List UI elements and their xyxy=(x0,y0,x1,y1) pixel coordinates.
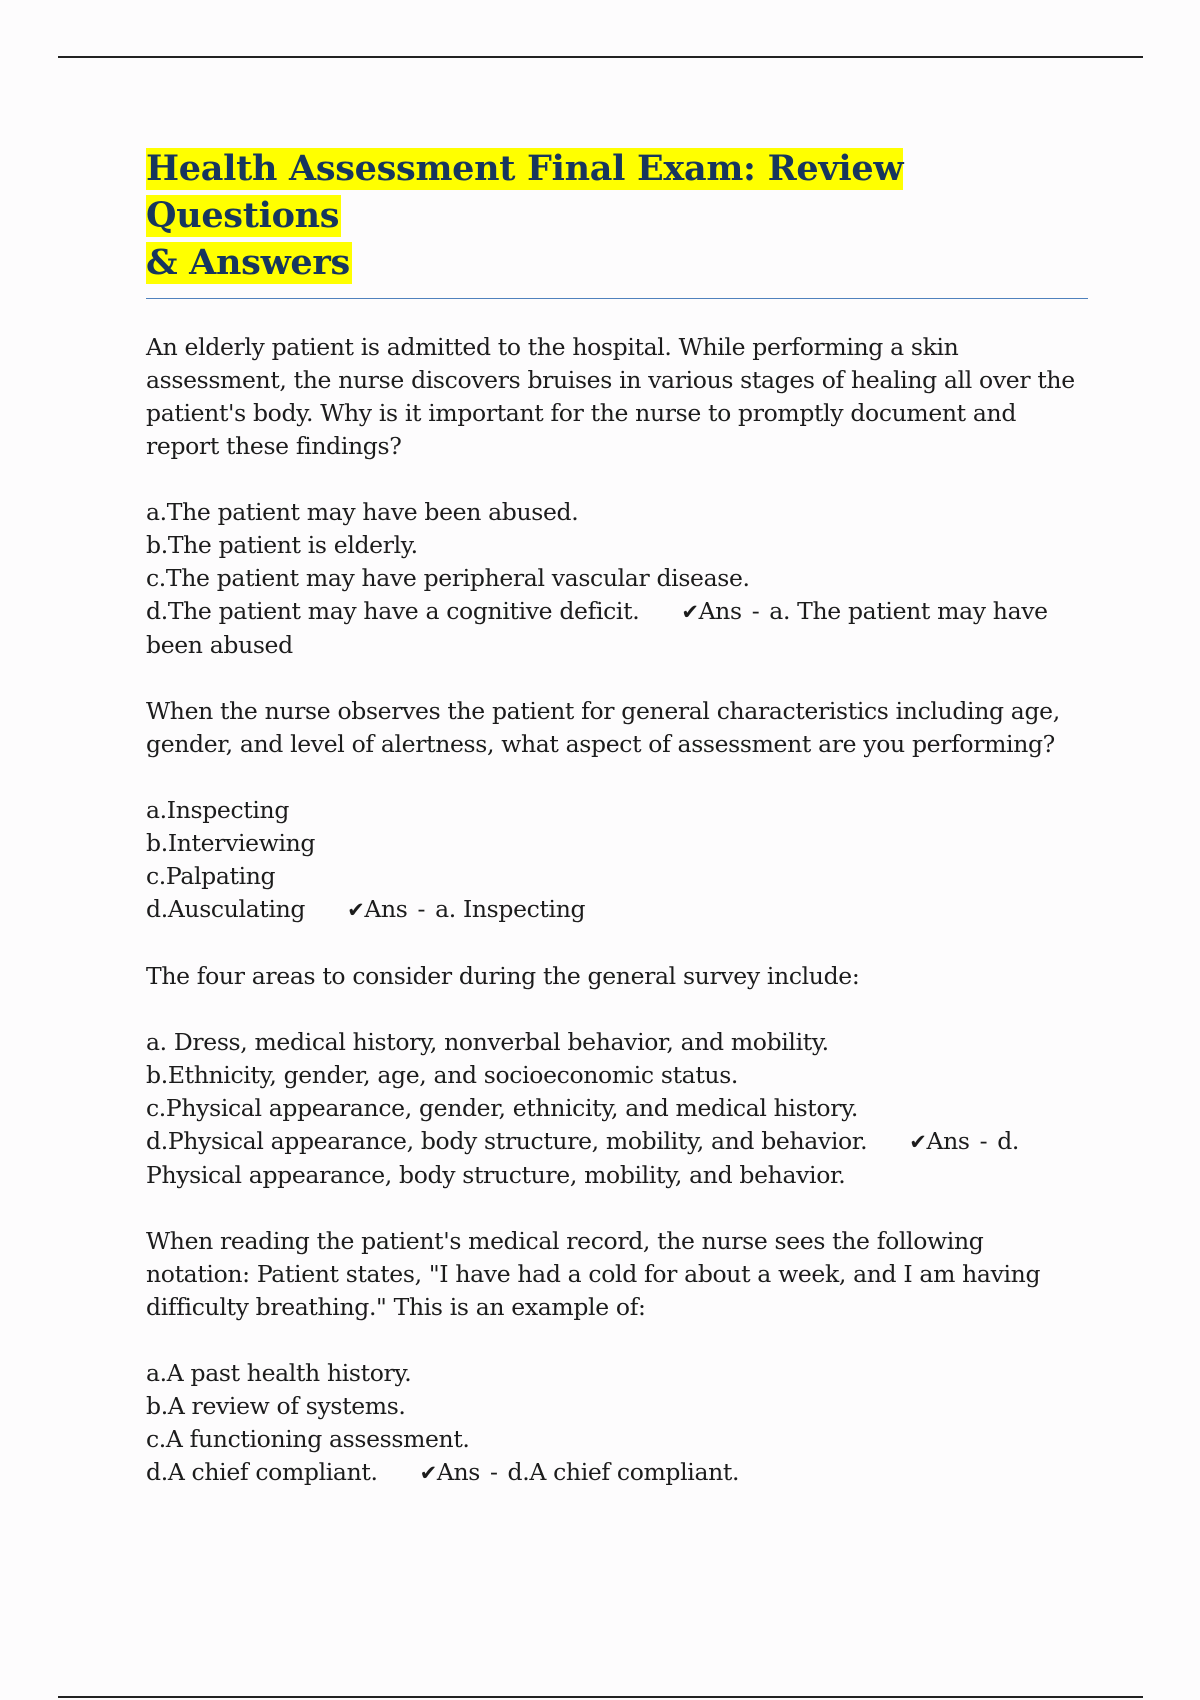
title-line-1: Health Assessment Final Exam: Review Questions xyxy=(146,148,904,236)
check-mark-icon: ✔ xyxy=(909,1130,927,1154)
option-a: a. Dress, medical history, nonverbal behavior, and mobility. xyxy=(146,1028,829,1056)
answer-label: Ans xyxy=(364,895,408,923)
option-list xyxy=(146,1026,1088,1192)
option-a: a.A past health history. xyxy=(146,1359,412,1387)
question-list xyxy=(146,331,1088,1490)
option-b: b.Ethnicity, gender, age, and socioeconomic status. xyxy=(146,1061,739,1089)
document-page xyxy=(146,145,1088,1523)
option-d: d.Physical appearance, body structure, mobility, and behavior. xyxy=(146,1127,868,1155)
question-text: When the nurse observes the patient for general characteristics including age, gender, and level of alertness, what aspect of assessment are you performing? xyxy=(146,697,1060,758)
option-a: a.The patient may have been abused. xyxy=(146,498,579,526)
answer xyxy=(420,1458,740,1486)
question-block-4 xyxy=(146,1225,1088,1490)
check-mark-icon: ✔ xyxy=(419,1461,437,1485)
option-b: b.The patient is elderly. xyxy=(146,531,418,559)
answer-text: d. Physical appearance, body structure, mobility, and behavior. xyxy=(146,1127,1020,1189)
answer-text: a. Inspecting xyxy=(435,895,586,923)
answer-separator: - xyxy=(751,597,760,625)
question-block-1 xyxy=(146,331,1088,662)
option-list xyxy=(146,1357,1088,1490)
answer-separator: - xyxy=(417,895,426,923)
option-d: d.A chief compliant. xyxy=(146,1458,378,1486)
check-mark-icon: ✔ xyxy=(681,600,699,624)
question-text: When reading the patient's medical record, the nurse sees the following notation: Patient states, "I have had a cold for about a week, and I am having difficulty breathing." This is an example of: xyxy=(146,1227,1041,1321)
option-c: c.The patient may have peripheral vascular disease. xyxy=(146,564,750,592)
answer-separator: - xyxy=(979,1127,988,1155)
option-b: b.A review of systems. xyxy=(146,1392,406,1420)
answer-label: Ans xyxy=(436,1458,480,1486)
document-title xyxy=(146,145,1088,286)
answer-text: d.A chief compliant. xyxy=(507,1458,740,1486)
option-c: c.A functioning assessment. xyxy=(146,1425,470,1453)
option-c: c.Physical appearance, gender, ethnicity, and medical history. xyxy=(146,1094,858,1122)
answer-separator: - xyxy=(489,1458,498,1486)
option-list xyxy=(146,496,1088,662)
question-block-2 xyxy=(146,695,1088,927)
answer-text: a. The patient may have been abused xyxy=(146,597,1048,659)
option-d: d.The patient may have a cognitive deficit. xyxy=(146,597,640,625)
question-text: The four areas to consider during the general survey include: xyxy=(146,962,860,990)
check-mark-icon: ✔ xyxy=(347,898,365,922)
header-rule xyxy=(58,56,1143,58)
answer-label: Ans xyxy=(698,597,742,625)
question-block-3 xyxy=(146,960,1088,1192)
question-text: An elderly patient is admitted to the hospital. While performing a skin assessment, the nurse discovers bruises in various stages of healing all over the patient's body. Why is it important for the nurse to promptly document and report these findings? xyxy=(146,333,1075,460)
option-list xyxy=(146,794,1088,927)
title-line-2: & Answers xyxy=(146,242,350,283)
option-c: c.Palpating xyxy=(146,862,276,890)
answer-label: Ans xyxy=(926,1127,970,1155)
option-b: b.Interviewing xyxy=(146,829,316,857)
answer xyxy=(347,895,585,923)
footer-rule xyxy=(58,1696,1143,1698)
option-a: a.Inspecting xyxy=(146,796,290,824)
title-underline xyxy=(146,298,1088,299)
option-d: d.Ausculating xyxy=(146,895,306,923)
